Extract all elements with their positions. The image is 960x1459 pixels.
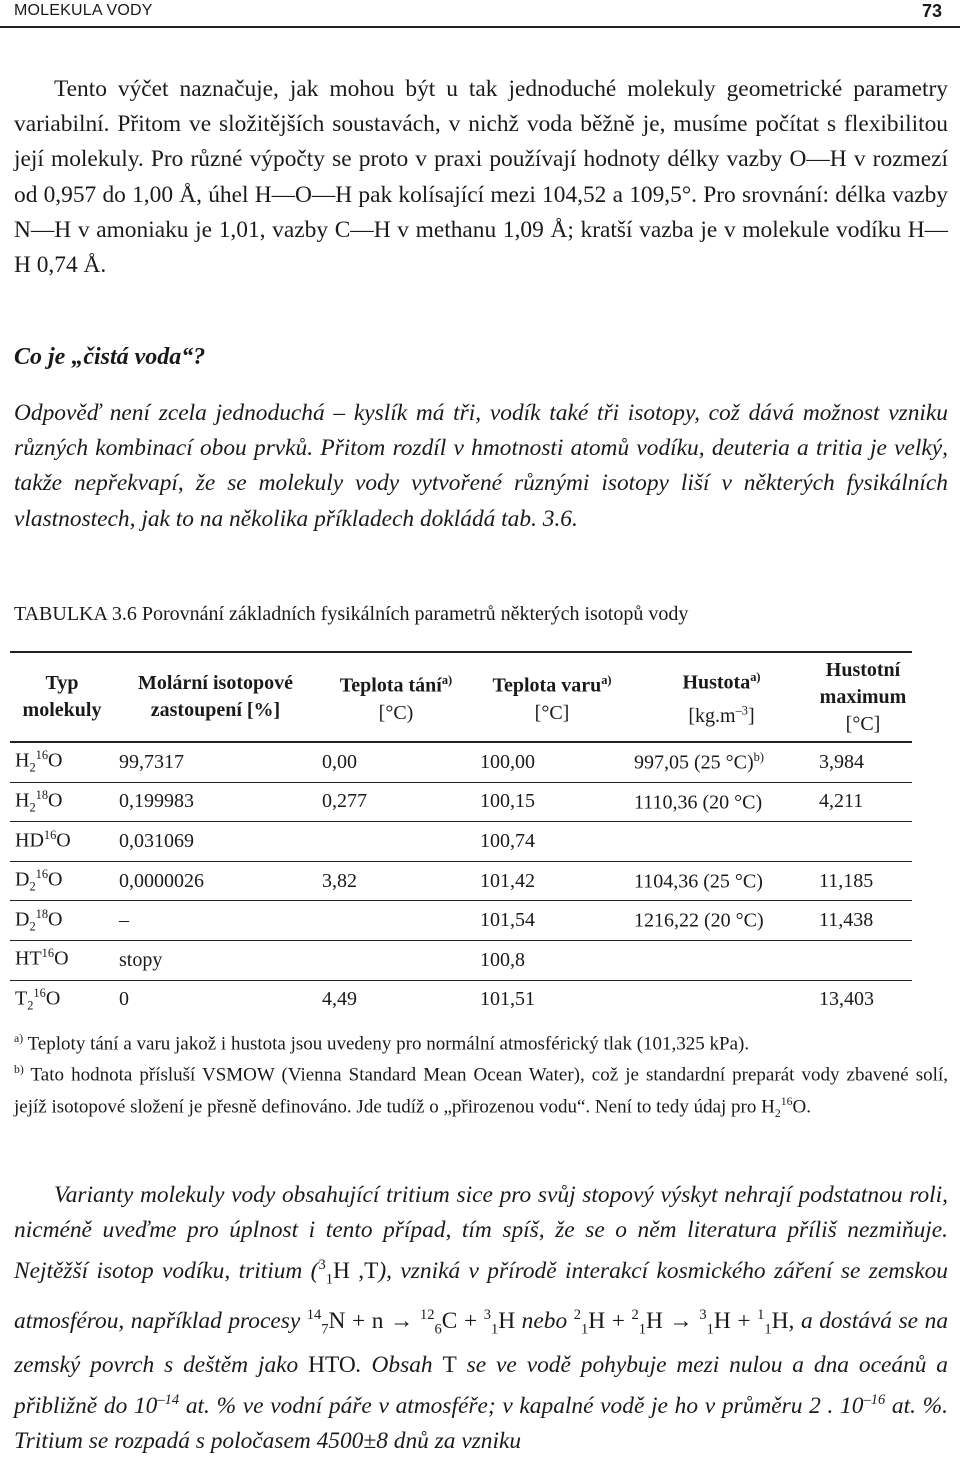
cell-melting — [317, 822, 475, 862]
table-row — [10, 822, 912, 862]
cell-molecule: $H_2^{16}O$ — [10, 742, 114, 782]
cell-molecule: HD$^{16}$O — [10, 822, 114, 862]
section-heading: Co je „čistá voda“? — [14, 344, 206, 370]
cell-boiling: 100,74 — [475, 822, 629, 862]
running-header — [0, 0, 960, 28]
col-header-max-density: Hustotní maximum [°C] — [814, 652, 912, 742]
page-number: 73 — [921, 1, 942, 21]
cell-boiling: 101,54 — [475, 901, 629, 941]
paragraph-bond-lengths: Tento výčet naznačuje, jak mohou být u tak jednoduché molekuly geometrické parametry variabilní. Přitom ve složitějších soustavách, v nichž voda běžně je, musíme počítat s flexibilitou její molekuly. Pro různé výpočty se proto v praxi používají hodnoty délky vazby O—H v rozmezí od 0,957 do 1,00 Å, úhel H—O—H pak kolísající mezi 104,52 a 109,5°. Pro srovnání: délka vazby N—H v amoniaku je 1,01, vazby C—H v methanu 1,09 Å; kratší vazba je v molekule vodíku H—H 0,74 Å. — [14, 76, 948, 279]
col-header-density: Hustota$^{a)}$ $[kg.m^{-3}]$ — [629, 652, 814, 742]
cell-abundance: stopy — [114, 940, 317, 980]
equation-1: $^{14}_7$N + n → $^{12}_6$C + $^3_1$H — [306, 1307, 516, 1338]
cell-melting: 4,49 — [322, 988, 357, 1011]
cell-abundance: 0 — [119, 988, 129, 1011]
cell-max-density: 4,211 — [814, 782, 912, 822]
col-header-abundance: Molární isotopové zastoupení [%] — [114, 652, 317, 742]
cell-max-density: 11,185 — [814, 861, 912, 901]
cell-abundance: 0,199983 — [114, 782, 317, 822]
cell-melting: 3,82 — [317, 861, 475, 901]
table-row — [10, 742, 912, 782]
running-title: MOLEKULA VODY — [14, 2, 153, 19]
cell-boiling: 101,51 — [480, 988, 535, 1011]
cell-boiling: 100,15 — [475, 782, 629, 822]
table-footnotes — [14, 1026, 948, 1127]
table-row — [10, 940, 912, 980]
cell-abundance: 0,031069 — [114, 822, 317, 862]
cell-abundance: 99,7317 — [114, 742, 317, 782]
cell-max-density: 11,438 — [814, 901, 912, 941]
cell-max-density — [814, 940, 912, 980]
cell-max-density: 3,984 — [814, 742, 912, 782]
table-row — [10, 861, 912, 901]
cell-molecule: HT$^{16}$O — [10, 940, 114, 980]
cell-boiling: 101,42 — [475, 861, 629, 901]
isotope-table — [10, 651, 912, 1019]
footnote-b: $^{b)}$ Tato hodnota přísluší VSMOW (Vienna Standard Mean Ocean Water), což je standardní preparát vody zbavené solí, jejíž isotopové složení je přesně definováno. Jde tudíž o „přirozenou vodu“. Není to tedy údaj pro $H_2^{16}O$. — [14, 1063, 948, 1120]
cell-melting — [317, 940, 475, 980]
cell-melting: 0,00 — [317, 742, 475, 782]
cell-boiling: 100,8 — [475, 940, 629, 980]
table-row — [10, 901, 912, 941]
cell-max-density: 13,403 — [819, 988, 874, 1011]
footnote-a: $^{a)}$ Teploty tání a varu jakož i hustota jsou uvedeny pro normální atmosférický tlak (101,325 kPa). — [14, 1032, 750, 1055]
col-header-type: Typ molekuly — [10, 652, 114, 742]
cell-melting — [317, 901, 475, 941]
cell-density — [629, 980, 814, 1019]
col-header-melting: Teplota tání$^{a)}$ [°C) — [317, 652, 475, 742]
cell-abundance: – — [114, 901, 317, 941]
table-caption: TABULKA 3.6 Porovnání základních fysikálních parametrů některých isotopů vody — [14, 603, 689, 625]
col-header-boiling: Teplota varu$^{a)}$ [°C] — [475, 652, 629, 742]
equation-2: $^2_1$H + $^2_1$H → $^3_1$H + $^1_1$H — [573, 1307, 789, 1338]
cell-density: 1104,36 (25 °C) — [629, 861, 814, 901]
cell-boiling: 100,00 — [475, 742, 629, 782]
cell-density: 1216,22 (20 °C) — [629, 901, 814, 941]
cell-density: 1110,36 (20 °C) — [629, 782, 814, 822]
table-header-row — [10, 652, 912, 742]
paragraph-tritium: Varianty molekuly vody obsahující tritium sice pro svůj stopový výskyt nehrají podstatnou roli, nicméně uveďme pro úplnost i tento případ, tím spíš, že se o něm literatura příliš nezmiňuje. Nejtěžší isotop vodíku, tritium ($^3_1$H ,T), vzniká v přírodě interakcí kosmického záření se zemskou atmosférou, například procesy $^{14}_7$N + n → $^{12}_6$C + $^3_1$H nebo $^2_1$H + $^2_1$H → $^3_1$H + $^1_1$H, a dostává se na zemský povrch s deštěm jako HTO. Obsah T se ve vodě pohybuje mezi nulou a dna oceánů a přibližně do $10^{-14}$ at. % ve vodní páře v atmosféře; v kapalné vodě je ho v průměru 2 . $10^{-16}$ at. %. Tritium se rozpadá s poločasem 4500±8 dnů za vzniku — [14, 1182, 949, 1454]
cell-melting: 0,277 — [317, 782, 475, 822]
cell-molecule: $D_2^{16}O$ — [10, 861, 114, 901]
table-row — [10, 782, 912, 822]
paragraph-isotopes: Odpověď není zcela jednoduchá – kyslík má tři, vodík také tři isotopy, což dává možnost vzniku různých kombinací obou prvků. Přitom rozdíl v hmotnosti atomů vodíku, deuteria a tritia je velký, takže nepřekvapí, že se molekuly vody vytvořené různými isotopy liší v některých fysikálních vlastnostech, jak to na několika příkladech dokládá tab. 3.6. — [14, 400, 948, 532]
cell-molecule: $D_2^{18}O$ — [10, 901, 114, 941]
cell-density — [629, 822, 814, 862]
cell-density: 997,05 (25 °C)$^{b)}$ — [629, 742, 814, 782]
cell-density — [629, 940, 814, 980]
table-row — [10, 980, 912, 1019]
cell-max-density — [814, 822, 912, 862]
cell-molecule: $H_2^{18}O$ — [10, 782, 114, 822]
cell-abundance: 0,0000026 — [114, 861, 317, 901]
cell-molecule: $T_2^{16}O$ — [15, 986, 61, 1013]
